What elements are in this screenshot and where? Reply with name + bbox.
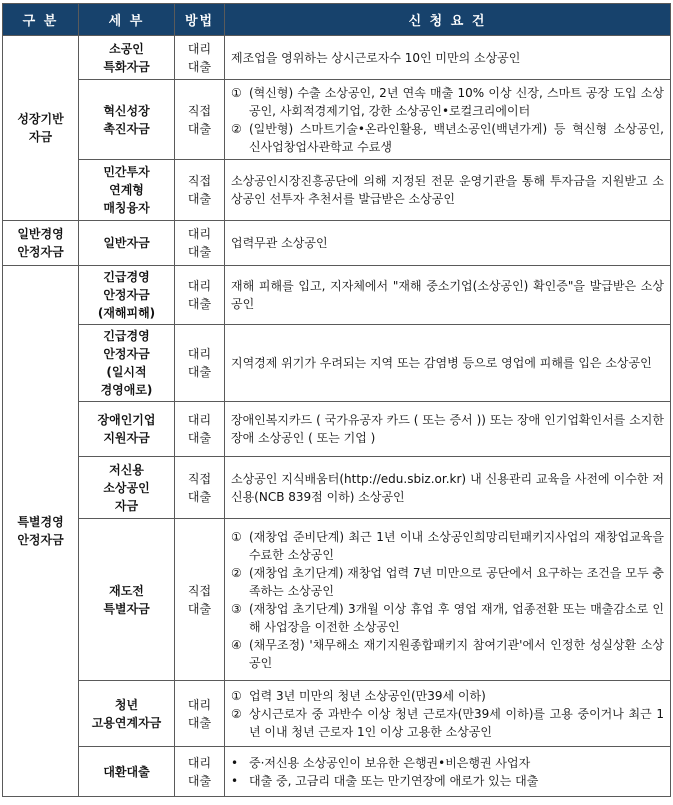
- method-cell: 대리 대출: [175, 36, 225, 80]
- requirement-item: ② 상시근로자 중 과반수 이상 청년 근로자(만39세 이하)를 고용 중이거나 최근 1년 이내 청년 근로자 1인 이상 고용한 소상공인: [231, 706, 664, 739]
- method-cell: 대리 대출: [175, 266, 225, 325]
- requirement-item: ① (혁신형) 수출 소상공인, 2년 연속 매출 10% 이상 신장, 스마트 공장 도입 소상공인, 사회적경제기업, 강한 소상공인•로컬크리에이터: [231, 85, 664, 118]
- requirement-item: 제조업을 영위하는 상시근로자수 10인 미만의 소상공인: [231, 50, 521, 65]
- method-cell: 직접 대출: [175, 80, 225, 160]
- detail-cell: 저신용 소상공인 자금: [79, 457, 175, 519]
- requirement-item: 장애인복지카드 ( 국가유공자 카드 ( 또는 증서 )) 또는 장애 인기업확인서를 소지한 장애 소상공인 ( 또는 기업 ): [231, 413, 664, 445]
- table-row: [3, 266, 671, 325]
- table-row: [3, 747, 671, 797]
- detail-cell: 긴급경영 안정자금 (재해피해): [79, 266, 175, 325]
- header-requirements: 신 청 요 건: [225, 4, 671, 36]
- table-header-row: [3, 4, 671, 36]
- category-cell: 일반경영 안정자금: [3, 221, 79, 266]
- method-cell: 직접 대출: [175, 519, 225, 681]
- requirement-cell: [225, 325, 671, 402]
- method-cell: 대리 대출: [175, 325, 225, 402]
- detail-cell: 장애인기업 지원자금: [79, 402, 175, 457]
- requirement-cell: [225, 36, 671, 80]
- requirement-cell: [225, 80, 671, 160]
- requirement-cell: [225, 221, 671, 266]
- requirement-item: ① 업력 3년 미만의 청년 소상공인(만39세 이하): [231, 688, 486, 703]
- header-method: 방법: [175, 4, 225, 36]
- detail-cell: 소공인 특화자금: [79, 36, 175, 80]
- requirement-item: 소상공인시장진흥공단에 의해 지정된 전문 운영기관을 통해 투자금을 지원받고 소상공인 선투자 추천서를 발급받은 소상공인: [231, 174, 664, 206]
- table-row: [3, 402, 671, 457]
- requirement-item: 재해 피해를 입고, 지자체에서 "재해 중소기업(소상공인) 확인증"을 발급받은 소상공인: [231, 279, 664, 311]
- requirement-cell: [225, 402, 671, 457]
- detail-cell: 긴급경영 안정자금 (일시적 경영애로): [79, 325, 175, 402]
- requirement-item: 지역경제 위기가 우려되는 지역 또는 감염병 등으로 영업에 피해를 입은 소상공인: [231, 356, 652, 370]
- category-cell: 성장기반 자금: [3, 36, 79, 221]
- requirement-item: ② (재창업 초기단계) 재창업 업력 7년 미만으로 공단에서 요구하는 조건을 모두 충족하는 소상공인: [231, 565, 664, 598]
- method-cell: 직접 대출: [175, 160, 225, 221]
- header-detail: 세 부: [79, 4, 175, 36]
- requirement-cell: [225, 747, 671, 797]
- requirement-item: • 대출 중, 고금리 대출 또는 만기연장에 애로가 있는 대출: [231, 773, 539, 788]
- detail-cell: 일반자금: [79, 221, 175, 266]
- method-cell: 대리 대출: [175, 221, 225, 266]
- category-cell: 특별경영 안정자금: [3, 266, 79, 797]
- method-cell: 대리 대출: [175, 402, 225, 457]
- requirement-item: ① (재창업 준비단계) 최근 1년 이내 소상공인희망리턴패키지사업의 재창업교육을 수료한 소상공인: [231, 529, 664, 562]
- loan-requirements-table: [2, 3, 671, 797]
- table-row: [3, 80, 671, 160]
- method-cell: 대리 대출: [175, 747, 225, 797]
- requirement-cell: [225, 681, 671, 747]
- requirement-item: 업력무관 소상공인: [231, 236, 328, 250]
- requirement-item: ④ (채무조정) '채무해소 재기지원종합패키지 참여기관'에서 인정한 성실상환 소상공인: [231, 637, 664, 670]
- detail-cell: 대환대출: [79, 747, 175, 797]
- requirement-cell: [225, 457, 671, 519]
- requirement-item: • 중·저신용 소상공인이 보유한 은행권•비은행권 사업자: [231, 755, 531, 770]
- table-row: [3, 36, 671, 80]
- detail-cell: 청년 고용연계자금: [79, 681, 175, 747]
- table-row: [3, 457, 671, 519]
- table-row: [3, 681, 671, 747]
- table-row: [3, 519, 671, 681]
- header-category: 구 분: [3, 4, 79, 36]
- requirement-item: ② (일반형) 스마트기술•온라인활용, 백년소공인(백년가게) 등 혁신형 소상공인, 신사업창업사관학교 수료생: [231, 121, 664, 154]
- requirement-item: 소상공인 지식배움터(http://edu.sbiz.or.kr) 내 신용관리 교육을 사전에 이수한 저신용(NCB 839점 이하) 소상공인: [231, 471, 664, 504]
- detail-cell: 민간투자 연계형 매칭융자: [79, 160, 175, 221]
- table-row: [3, 325, 671, 402]
- requirement-cell: [225, 519, 671, 681]
- detail-cell: 재도전 특별자금: [79, 519, 175, 681]
- table-row: [3, 221, 671, 266]
- method-cell: 대리 대출: [175, 681, 225, 747]
- method-cell: 직접 대출: [175, 457, 225, 519]
- table-row: [3, 160, 671, 221]
- detail-cell: 혁신성장 촉진자금: [79, 80, 175, 160]
- requirement-cell: [225, 266, 671, 325]
- requirement-item: ③ (재창업 초기단계) 3개월 이상 휴업 후 영업 재개, 업종전환 또는 매출감소로 인해 사업장을 이전한 소상공인: [231, 601, 664, 634]
- requirement-cell: [225, 160, 671, 221]
